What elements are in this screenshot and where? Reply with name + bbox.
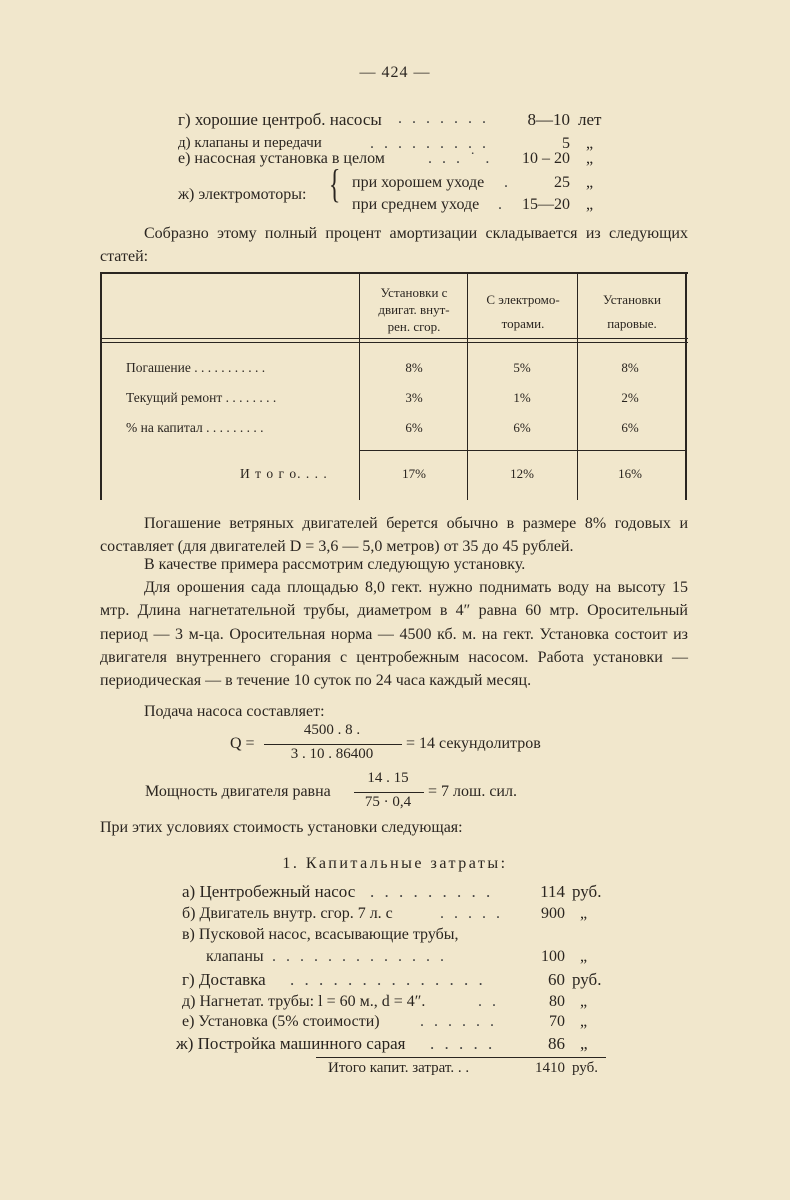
table-cell: 3% <box>405 390 423 405</box>
lifetime-value: 8—10 <box>527 110 570 129</box>
cost-row <box>0 926 790 950</box>
cost-unit: руб. <box>572 970 602 989</box>
formula-power-rhs: = 7 лош. сил. <box>428 783 517 800</box>
brace-glyph: { <box>328 161 341 206</box>
formula-power-denominator: 75 · 0,4 <box>364 794 412 810</box>
table-col-rule-1 <box>359 272 360 500</box>
table-header-steam <box>580 288 684 336</box>
lifetime-row-1 <box>0 110 790 132</box>
table-row-label: % на капитал . . . . . . . . . <box>126 420 264 435</box>
table-row-label: Погашение . . . . . . . . . . . <box>126 360 266 375</box>
motor-row-1 <box>0 174 790 196</box>
cost-row <box>0 882 790 906</box>
table-cell: 2% <box>621 390 639 405</box>
table-cell: 1% <box>513 390 531 405</box>
cost-unit: руб. <box>572 882 602 901</box>
formula-flow-numerator: 4500 . 8 . <box>303 722 361 738</box>
header-line: Установки <box>603 292 661 307</box>
cost-label: б) Двигатель внутр. сгор. 7 л. с <box>182 905 393 922</box>
cost-value: 900 <box>541 905 565 922</box>
leader-dots: . . . ˙ . <box>428 150 493 167</box>
table-total-label: И т о г о. . . . <box>240 466 328 481</box>
table-cell: 5% <box>513 360 531 375</box>
cost-unit: „ <box>580 1013 588 1030</box>
cost-label: д) Нагнетат. трубы: l = 60 м., d = 4″. <box>182 993 426 1010</box>
table-header-rule-1 <box>100 338 688 339</box>
cost-unit: „ <box>580 1034 588 1053</box>
paragraph-pump-supply: Подача насоса составляет: <box>144 703 325 720</box>
cost-intro: При этих условиях стоимость установки следующая: <box>100 819 463 836</box>
lifetime-label: е) насосная установка в целом <box>178 150 385 167</box>
leader-dots: . . <box>478 993 499 1010</box>
leader-dots: . . . . . . . <box>398 110 489 127</box>
cost-row <box>0 970 790 994</box>
total-rule <box>316 1057 606 1058</box>
leader-dots: . <box>498 196 505 213</box>
table-cell: 6% <box>621 420 639 435</box>
intro-paragraph: Собразно этому полный процент амортизации складывается из следующих статей: <box>100 225 688 266</box>
cost-label: клапаны <box>206 948 264 965</box>
table-top-rule <box>100 272 688 274</box>
header-line: двигат. внут- <box>378 302 450 317</box>
table-cell: 8% <box>621 360 639 375</box>
table-cell: 8% <box>405 360 423 375</box>
table-cell: 6% <box>513 420 531 435</box>
header-line: торами. <box>501 316 545 331</box>
table-total-cell: 17% <box>402 466 426 481</box>
leader-dots: . . . . . . . . . . . . . <box>272 948 447 965</box>
table-col-rule-2 <box>467 272 468 500</box>
cost-value: 70 <box>549 1013 565 1030</box>
cost-row <box>0 948 790 972</box>
header-line: рен. сгор. <box>387 319 441 334</box>
motor-label: при среднем уходе <box>352 196 480 213</box>
paragraph-wind-engines: Погашение ветряных двигателей берется обычно в размере 8% годовых и составляет (для двигателей D = 3,6 — 5,0 метров) от 35 до 45 рублей. <box>100 515 688 556</box>
cost-value: 114 <box>540 882 565 901</box>
table-header-electric <box>470 288 576 336</box>
leader-dots: . <box>504 174 511 191</box>
cost-value: 86 <box>548 1034 565 1053</box>
lifetime-value: 5 <box>562 135 570 152</box>
table-cell: 6% <box>405 420 423 435</box>
cost-value: 100 <box>541 948 565 965</box>
table-row-label: Текущий ремонт . . . . . . . . <box>126 390 277 405</box>
cost-label: в) Пусковой насос, всасывающие трубы, <box>182 926 459 943</box>
cost-total-unit: руб. <box>572 1060 598 1076</box>
cost-label: ж) Постройка машинного сарая <box>176 1034 406 1053</box>
lifetime-row-3 <box>0 150 790 172</box>
motor-label: при хорошем уходе <box>352 174 485 191</box>
cost-unit: „ <box>580 905 588 922</box>
formula-flow-rhs: = 14 секундолитров <box>406 735 541 752</box>
table-header-engine <box>362 284 466 335</box>
leader-dots: . . . . . . . . . <box>370 135 489 152</box>
cost-label: е) Установка (5% стоимости) <box>182 1013 380 1030</box>
lifetime-unit: „ <box>586 150 594 167</box>
cost-unit: „ <box>580 993 588 1010</box>
leader-dots: . . . . . <box>440 905 503 922</box>
table-right-rule <box>685 272 687 500</box>
cost-value: 60 <box>548 970 565 989</box>
leader-dots: . . . . . . <box>420 1013 497 1030</box>
table-col-rule-3 <box>577 272 578 500</box>
fraction-bar <box>264 744 402 745</box>
cost-total-label: Итого капит. затрат. . . <box>328 1060 470 1076</box>
table-total-cell: 16% <box>618 466 642 481</box>
table-left-rule <box>100 272 102 500</box>
table-header-rule-2 <box>100 342 688 343</box>
lifetime-label: д) клапаны и передачи <box>178 135 322 151</box>
leader-dots: . . . . . . . . . <box>370 882 494 901</box>
motor-unit: „ <box>586 174 594 191</box>
lifetime-value: 10 – 20 <box>522 150 570 167</box>
header-line: С электромо- <box>486 292 560 307</box>
leader-dots: . . . . . . . . . . . . . . <box>290 970 486 989</box>
motor-value: 25 <box>554 174 570 191</box>
formula-power-lhs: Мощность двигателя равна <box>145 783 331 800</box>
lifetime-unit: лет <box>578 110 602 129</box>
cost-total-value: 1410 <box>535 1060 565 1076</box>
lifetime-label: г) хорошие центроб. насосы <box>178 110 382 129</box>
motor-unit: „ <box>586 196 594 213</box>
cost-total-row <box>0 1060 790 1084</box>
cost-unit: „ <box>580 948 588 965</box>
motor-row-2 <box>0 196 790 218</box>
table-total-rule <box>359 450 687 451</box>
page-number: — 424 — <box>359 64 431 81</box>
cost-label: г) Доставка <box>182 970 266 989</box>
cost-row <box>0 1034 790 1058</box>
leader-dots: . . . . . <box>430 1034 496 1053</box>
header-line: паровые. <box>607 316 657 331</box>
paragraph-irrigation: Для орошения сада площадью 8,0 гект. нужно поднимать воду на высоту 15 мтр. Длина нагнетательной трубы, диаметром в 4″ равна 60 мтр. Оросительный период — 3 м-ца. Оросительная норма — 4500 кб. м. на гект. Установка состоит из двигателя внутреннего сгорания с центробежным насосом. Работа установки — периодическая — в течение 10 суток по 24 часа каждый месяц. <box>100 579 688 690</box>
formula-flow-lhs: Q = <box>230 735 255 752</box>
motors-label: ж) электромоторы: <box>178 186 307 203</box>
motor-value: 15—20 <box>522 196 570 213</box>
header-line: Установки с <box>380 285 448 300</box>
cost-label: а) Центробежный насос <box>182 882 356 901</box>
table-total-cell: 12% <box>510 466 534 481</box>
formula-power-numerator: 14 . 15 <box>367 770 409 786</box>
cost-heading: 1. Капитальные затраты: <box>282 855 508 872</box>
fraction-bar <box>354 792 424 793</box>
paragraph-example: В качестве примера рассмотрим следующую установку. <box>144 556 526 573</box>
lifetime-unit: „ <box>586 135 594 152</box>
cost-value: 80 <box>549 993 565 1010</box>
formula-flow-denominator: 3 . 10 . 86400 <box>290 746 374 762</box>
